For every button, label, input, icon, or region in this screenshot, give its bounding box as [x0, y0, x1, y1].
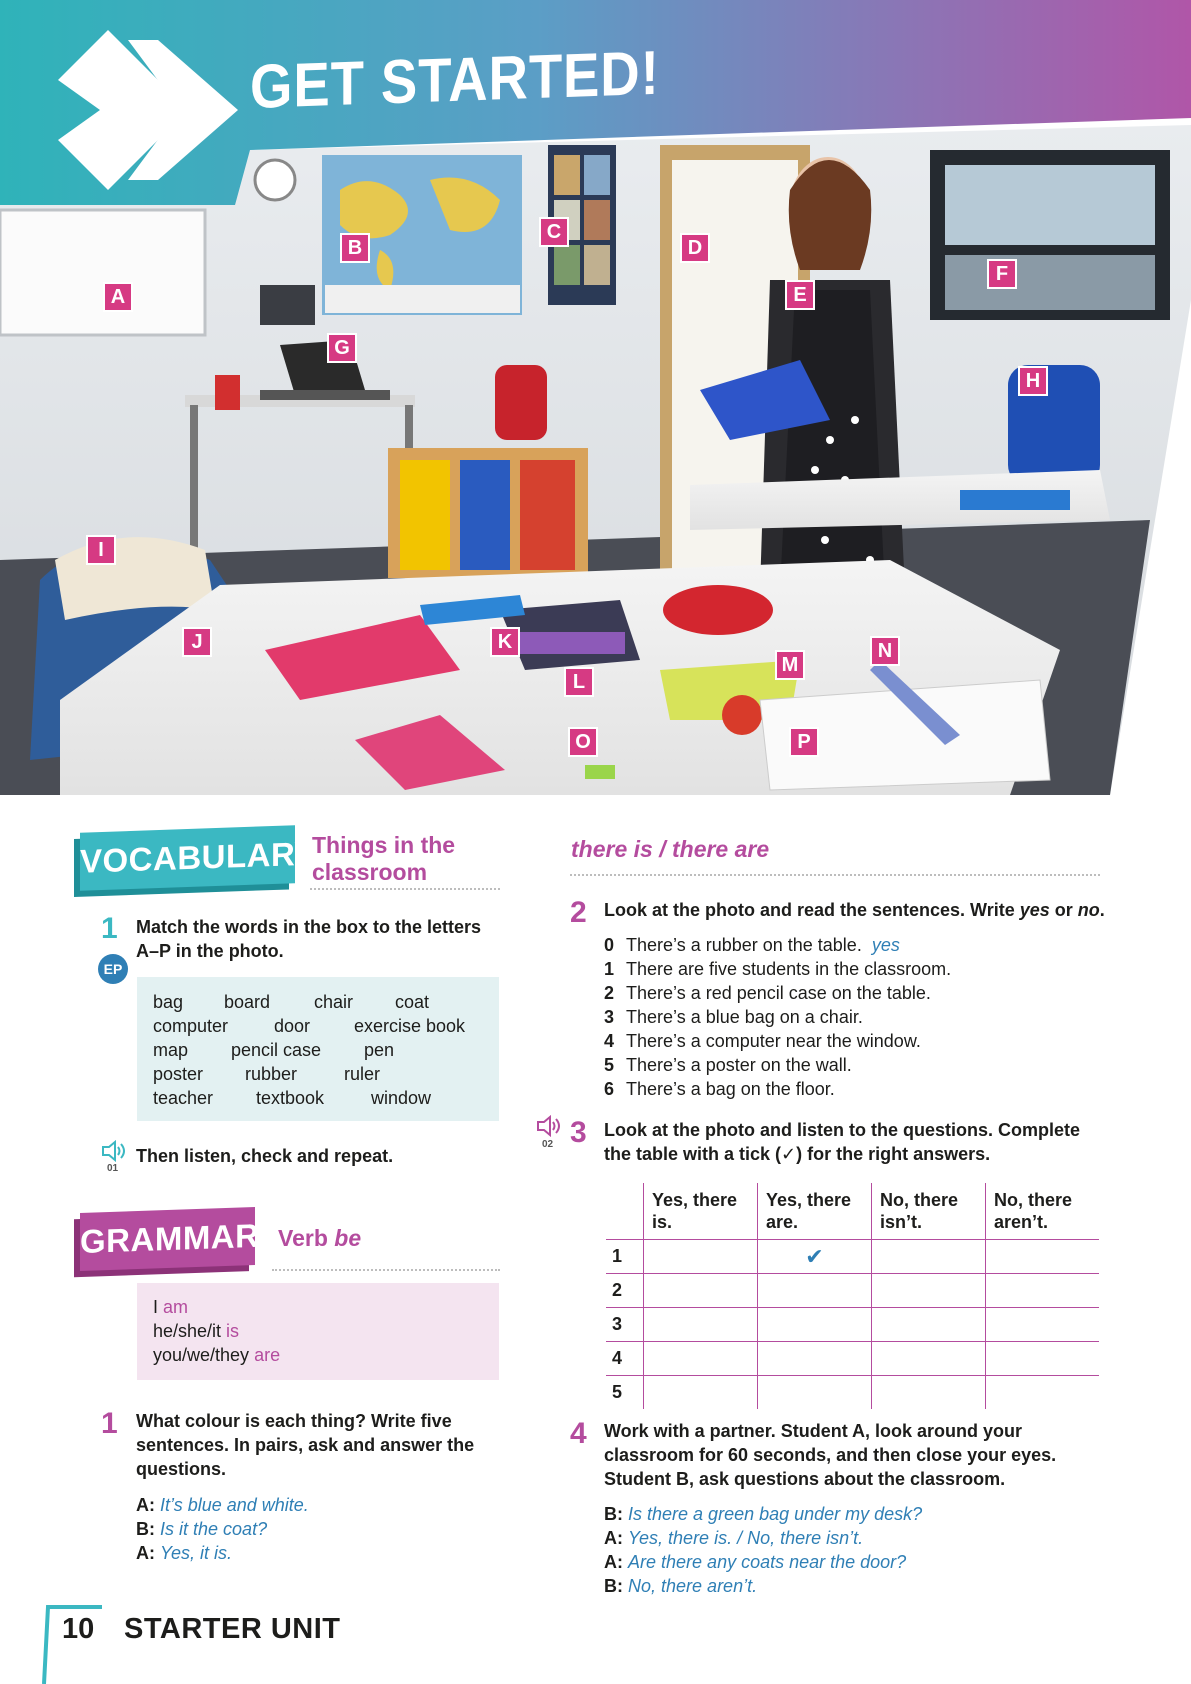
answer-cell[interactable]: [872, 1308, 986, 1342]
item-answer: yes: [871, 935, 900, 955]
photo-label-d: D: [680, 233, 710, 263]
exercise-instruction: Then listen, check and repeat.: [136, 1146, 394, 1166]
grammar-tag: GRAMMAR: [80, 1207, 255, 1271]
photo-label-c: C: [539, 217, 569, 247]
word: pen: [364, 1040, 395, 1060]
table-row: [606, 1274, 1099, 1308]
grammar-verb: am: [163, 1297, 189, 1317]
instruction-line: Match the words in the box to the letters: [136, 917, 482, 937]
exercise-number: 4: [570, 1417, 587, 1450]
dialog-speaker: A:: [604, 1528, 623, 1548]
dialog-speaker: A:: [604, 1552, 623, 1572]
divider: [570, 874, 1100, 876]
dialog-line: [136, 1493, 309, 1517]
photo-label-i: I: [86, 535, 116, 565]
word: poster: [153, 1064, 204, 1084]
instruction-line: Student B, ask questions about the classroom.: [604, 1469, 1006, 1489]
item-number: 5: [604, 1055, 615, 1075]
page-title: GET STARTED!: [250, 38, 660, 123]
item-number: 1: [604, 959, 615, 979]
vocabulary-subtitle-line2: classroom: [312, 859, 428, 885]
row-number: 5: [606, 1376, 644, 1410]
instruction-line: A–P in the photo.: [136, 941, 284, 961]
exercise-instruction: [136, 1409, 474, 1481]
item-number: 2: [604, 983, 615, 1003]
answer-cell[interactable]: [872, 1376, 986, 1410]
answer-cell[interactable]: [644, 1274, 758, 1308]
word-box: [137, 977, 499, 1121]
table-header: [872, 1183, 986, 1240]
answer-cell[interactable]: [644, 1240, 758, 1274]
exercise-instruction: [604, 898, 1105, 922]
item-text: There’s a poster on the wall.: [626, 1055, 852, 1075]
list-item: [604, 1005, 951, 1029]
photo-label-n: N: [870, 636, 900, 666]
row-number: 3: [606, 1308, 644, 1342]
table-header: [986, 1183, 1100, 1240]
answer-cell[interactable]: [758, 1308, 872, 1342]
item-number: 4: [604, 1031, 615, 1051]
vocabulary-tag: VOCABULARY: [80, 825, 295, 891]
answer-cell[interactable]: [986, 1240, 1100, 1274]
word: door: [274, 1016, 311, 1036]
header-line: aren’t.: [994, 1212, 1049, 1232]
dialog-line: [136, 1541, 309, 1565]
photo-label-p: P: [789, 727, 819, 757]
grammar-subject: you/we/they: [153, 1345, 255, 1365]
word: pencil case: [231, 1040, 322, 1060]
vocabulary-subtitle-line1: Things in the: [312, 832, 456, 858]
dialog-line: [604, 1526, 922, 1550]
word: exercise book: [354, 1016, 466, 1036]
list-item: [604, 1029, 951, 1053]
word: window: [371, 1088, 432, 1108]
instruction-line: questions.: [136, 1459, 227, 1479]
photo-label-b: B: [340, 233, 370, 263]
answer-cell[interactable]: [872, 1342, 986, 1376]
dialog-text: No, there aren’t.: [628, 1576, 758, 1596]
row-number: 4: [606, 1342, 644, 1376]
table-header-row: [606, 1183, 1099, 1240]
grammar-subject: I: [153, 1297, 164, 1317]
dialog-text: It’s blue and white.: [160, 1495, 309, 1515]
header-line: Yes, there: [652, 1190, 738, 1210]
instruction-italic: no: [1077, 900, 1100, 920]
table-header: [758, 1183, 872, 1240]
dialog-text: Is it the coat?: [160, 1519, 268, 1539]
photo-label-a: A: [103, 282, 133, 312]
answer-cell[interactable]: [872, 1240, 986, 1274]
photo-label-j: J: [182, 627, 212, 657]
exercise-number: 3: [570, 1116, 587, 1149]
header-line: are.: [766, 1212, 799, 1232]
dialog-speaker: A:: [136, 1495, 155, 1515]
dialog-text: Are there any coats near the door?: [628, 1552, 907, 1572]
grammar-row: [153, 1319, 239, 1343]
dialog-line: [604, 1574, 922, 1598]
answer-cell[interactable]: [986, 1342, 1100, 1376]
header-line: No, there: [994, 1190, 1073, 1210]
grammar-verb: is: [226, 1321, 240, 1341]
example-dialog: [136, 1493, 309, 1565]
answer-cell[interactable]: [644, 1376, 758, 1410]
dialog-speaker: B:: [136, 1519, 155, 1539]
item-text: There are five students in the classroom.: [626, 959, 952, 979]
header-line: No, there: [880, 1190, 959, 1210]
word: chair: [314, 992, 354, 1012]
divider: [310, 888, 500, 890]
photo-label-h: H: [1018, 366, 1048, 396]
exercise-number: 1: [101, 912, 118, 945]
header-line: isn’t.: [880, 1212, 923, 1232]
photo-label-o: O: [568, 727, 598, 757]
word: map: [153, 1040, 189, 1060]
audio-track-number: 01: [107, 1163, 119, 1174]
classroom-photo: [0, 0, 1191, 800]
row-number: 1: [606, 1240, 644, 1274]
dialog-text: Is there a green bag under my desk?: [628, 1504, 923, 1524]
item-number: 3: [604, 1007, 615, 1027]
row-number: 2: [606, 1274, 644, 1308]
photo-label-k: K: [490, 627, 520, 657]
answer-cell[interactable]: [758, 1274, 872, 1308]
divider: [272, 1269, 500, 1271]
audio-speaker-icon[interactable]: [536, 1115, 562, 1137]
list-item: [604, 1077, 951, 1101]
instruction-line: What colour is each thing? Write five: [136, 1411, 452, 1431]
photo-label-e: E: [785, 280, 815, 310]
photo-label-f: F: [987, 259, 1017, 289]
list-item: [604, 1053, 951, 1077]
instruction-line: sentences. In pairs, ask and answer the: [136, 1435, 475, 1455]
dialog-line: [604, 1502, 922, 1526]
exercise-number: 1: [101, 1407, 118, 1440]
answer-cell[interactable]: [872, 1274, 986, 1308]
exercise-instruction: [604, 1118, 1080, 1166]
word: coat: [395, 992, 430, 1012]
instruction-italic: yes: [1019, 900, 1050, 920]
exercise-instruction: [604, 1419, 1056, 1491]
audio-track-number: 02: [542, 1139, 554, 1150]
list-item: [604, 933, 951, 957]
page-number: 10: [62, 1613, 95, 1645]
word: bag: [153, 992, 184, 1012]
item-text: There’s a bag on the floor.: [626, 1079, 835, 1099]
instruction-line: the table with a tick (✓) for the right answers.: [604, 1144, 991, 1164]
dialog-line: [604, 1550, 922, 1574]
dialog-speaker: B:: [604, 1504, 623, 1524]
exercise-instruction: [136, 915, 481, 963]
instruction-line: classroom for 60 seconds, and then close your eyes.: [604, 1445, 1057, 1465]
word: computer: [153, 1016, 229, 1036]
ep-badge[interactable]: EP: [98, 954, 128, 984]
instruction-line: Look at the photo and listen to the questions. Complete: [604, 1120, 1081, 1140]
list-item: [604, 981, 951, 1005]
photo-label-m: M: [775, 650, 805, 680]
photo-label-g: G: [327, 333, 357, 363]
grammar-row: [153, 1295, 188, 1319]
table-header: [644, 1183, 758, 1240]
header-line: Yes, there: [766, 1190, 852, 1210]
answer-cell[interactable]: ✔: [758, 1240, 872, 1274]
header-line: is.: [652, 1212, 673, 1232]
item-text: There’s a blue bag on a chair.: [626, 1007, 863, 1027]
instruction-line: Work with a partner. Student A, look around your: [604, 1421, 1023, 1441]
dialog-speaker: B:: [604, 1576, 623, 1596]
grammar-subtitle-text: Verb: [278, 1225, 335, 1251]
word: teacher: [153, 1088, 214, 1108]
table-corner: [606, 1183, 644, 1240]
dialog-text: Yes, it is.: [160, 1543, 233, 1563]
unit-title: STARTER UNIT: [124, 1613, 341, 1645]
item-number: 0: [604, 935, 615, 955]
word: textbook: [256, 1088, 325, 1108]
item-text: There’s a red pencil case on the table.: [626, 983, 931, 1003]
answer-cell[interactable]: [758, 1376, 872, 1410]
item-text: There’s a computer near the window.: [626, 1031, 921, 1051]
answer-cell[interactable]: [644, 1308, 758, 1342]
grammar-subtitle-italic: be: [334, 1225, 362, 1251]
exercise-number: 2: [570, 896, 587, 929]
item-number: 6: [604, 1079, 615, 1099]
answer-cell[interactable]: [644, 1342, 758, 1376]
table-row: [606, 1308, 1099, 1342]
instruction-text: .: [1099, 900, 1105, 920]
dialog-speaker: A:: [136, 1543, 155, 1563]
word: ruler: [344, 1064, 381, 1084]
answer-cell[interactable]: [986, 1376, 1100, 1410]
instruction-text: Look at the photo and read the sentences. Write: [604, 900, 1020, 920]
dialog-line: [136, 1517, 309, 1541]
grammar-subtitle: [278, 1225, 361, 1252]
answer-cell[interactable]: [986, 1274, 1100, 1308]
grammar-row: [153, 1343, 280, 1367]
word: board: [224, 992, 271, 1012]
instruction-text: or: [1049, 900, 1078, 920]
item-text: There’s a rubber on the table.: [626, 935, 862, 955]
grammar-subject: he/she/it: [153, 1321, 227, 1341]
sentence-list: [604, 933, 951, 1101]
word: rubber: [245, 1064, 298, 1084]
table-row: [606, 1240, 1099, 1274]
grammar-table: [137, 1283, 499, 1380]
dialog-text: Yes, there is. / No, there isn’t.: [628, 1528, 864, 1548]
answer-table: [606, 1183, 1099, 1409]
answer-cell[interactable]: [758, 1342, 872, 1376]
answer-cell[interactable]: [986, 1308, 1100, 1342]
photo-label-l: L: [564, 667, 594, 697]
example-dialog: [604, 1502, 922, 1598]
table-row: [606, 1376, 1099, 1410]
vocabulary-subtitle: [312, 832, 455, 886]
section-heading: there is / there are: [571, 836, 770, 862]
table-row: [606, 1342, 1099, 1376]
grammar-verb: are: [254, 1345, 281, 1365]
list-item: [604, 957, 951, 981]
audio-speaker-icon[interactable]: [101, 1140, 127, 1162]
